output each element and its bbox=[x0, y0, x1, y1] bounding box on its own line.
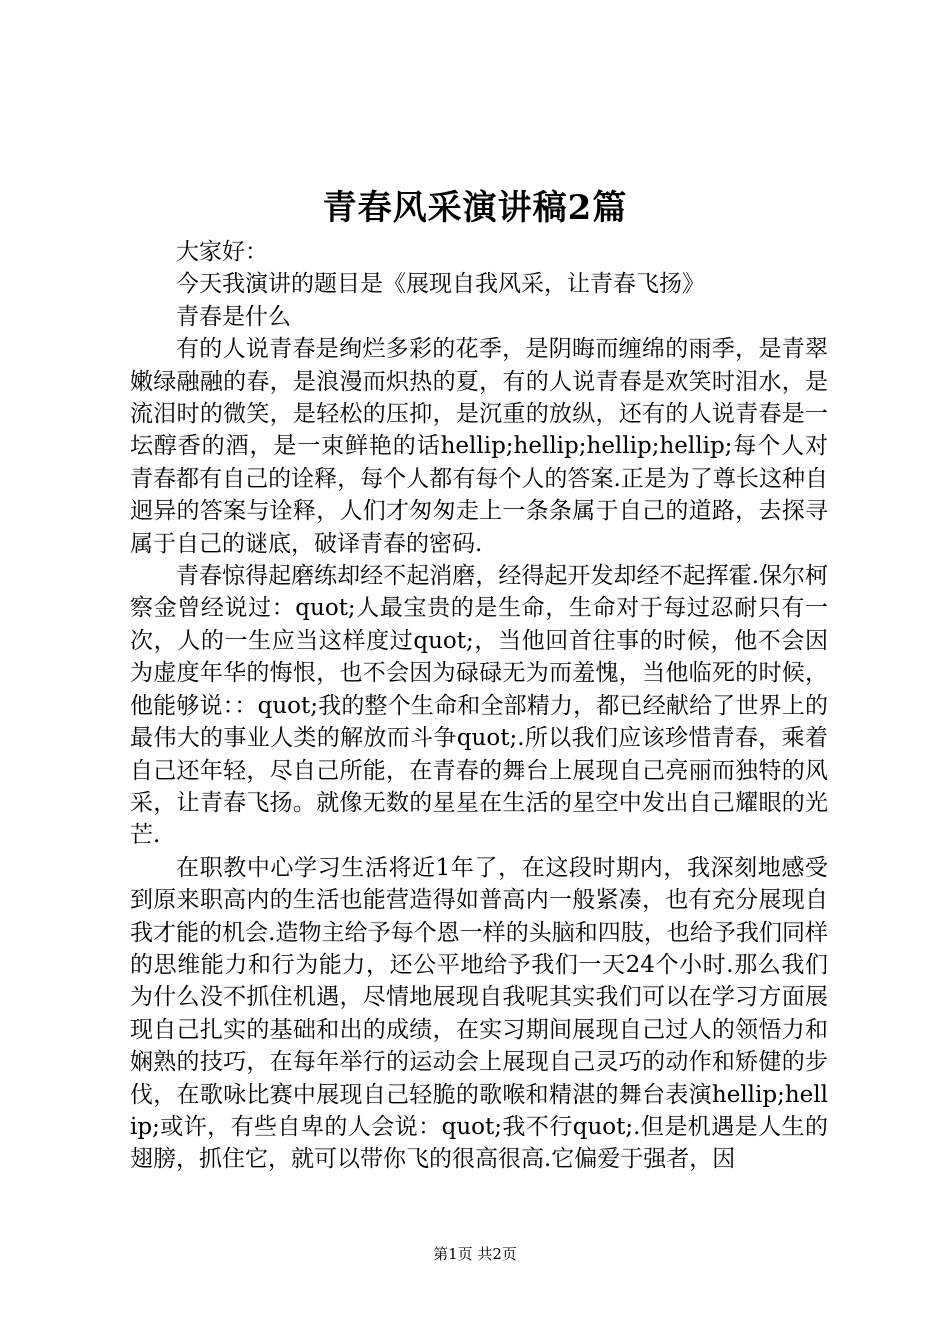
paragraph-cherish-youth: 青春惊得起磨练却经不起消磨，经得起开发却经不起挥霍.保尔柯察金曾经说过：quot;人最宝贵的是生命，生命对于每过忍耐只有一次，人的一生应当这样度过quot;，当他回首往事的时候，他不会因为虚度年华的悔恨，也不会因为碌碌无为而羞愧，当他临死的时候，他能够说：：quot;我的整个生命和全部精力，都已经献给了世界上的最伟大的事业人类的解放而斗争quot;.所以我们应该珍惜青春，乘着自己还年轻，尽自己所能，在青春的舞台上展现自己亮丽而独特的风采，让青春飞扬。就像无数的星星在生活的星空中发出自己耀眼的光芒. bbox=[130, 563, 828, 849]
paragraph-greeting: 大家好： bbox=[176, 239, 268, 265]
document-title: 青春风采演讲稿2篇 bbox=[322, 188, 628, 228]
paragraph-youth-definitions: 有的人说青春是绚烂多彩的花季，是阴晦而缠绵的雨季，是青翠嫩绿融融的春，是浪漫而炽热的夏，有的人说青春是欢笑时泪水，是流泪时的微笑，是轻松的压抑，是沉重的放纵，还有的人说青春是一坛醇香的酒，是一束鲜艳的话hellip;hellip;hellip;hellip;每个人对青春都有自己的诠释，每个人都有每个人的答案.正是为了尊长这种自迥异的答案与诠释，人们才匆匆走上一条条属于自己的道路，去探寻属于自己的谜底，破译青春的密码. bbox=[130, 336, 828, 557]
paragraph-topic: 今天我演讲的题目是《展现自我风采，让青春飞扬》 bbox=[176, 271, 705, 298]
document-body bbox=[130, 236, 828, 1176]
paragraph-vocational-school: 在职教中心学习生活将近1年了，在这段时期内，我深刻地感受到原来职高内的生活也能营造得如普高内一般紧凑，也有充分展现自我才能的机会.造物主给予每个恩一样的头脑和四肢，也给予我们同样的思维能力和行为能力，还公平地给予我们一天24个小时.那么我们为什么没不抓住机遇，尽情地展现自我呢其实我们可以在学习方面展现自己扎实的基础和出的成绩，在实习期间展现自己过人的领悟力和娴熟的技巧，在每年举行的运动会上展现自己灵巧的动作和矫健的步伐，在歌咏比赛中展现自己轻脆的歌喉和精湛的舞台表演hellip;hellip;或许，有些自卑的人会说：quot;我不行quot;.但是机遇是人生的翅膀，抓住它，就可以带你飞的很高很高.它偏爱于强者，因 bbox=[130, 854, 828, 1173]
paragraph-question: 青春是什么 bbox=[176, 303, 291, 330]
page-footer: 第1页 共2页 bbox=[433, 1245, 517, 1263]
